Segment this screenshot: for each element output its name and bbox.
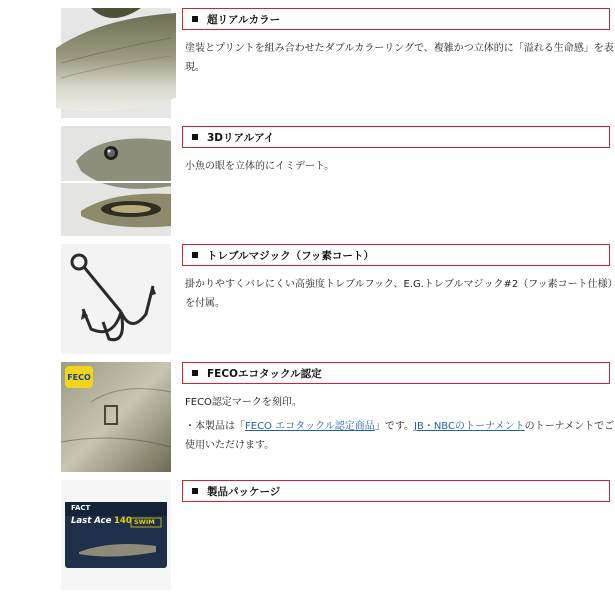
description-text: 塗装とプリントを組み合わせたダブルカラーリングで、複雑かつ立体的に「溢れる生命感」を表現。 [185, 43, 614, 73]
real-color-lure-image [61, 8, 171, 118]
package-product-name: Last Ace [71, 516, 112, 526]
section-title: トレブルマジック（フッ素コート） [207, 250, 374, 262]
section-description [185, 157, 615, 176]
jb-nbc-tournament-link[interactable]: JB・NBCのトーナメント [414, 421, 525, 432]
bullet-square-icon [192, 488, 198, 494]
svg-text:FECO: FECO [67, 373, 91, 382]
section-description [185, 393, 615, 455]
3d-eye-lure-image [61, 126, 171, 236]
section-title: 製品パッケージ [207, 486, 281, 498]
bullet-square-icon [192, 370, 198, 376]
section-heading [182, 362, 610, 384]
feco-mark-image [61, 362, 171, 472]
package-type: SWIM [134, 518, 155, 526]
section-title: 3Dリアルアイ [207, 132, 275, 144]
section-heading [182, 126, 610, 148]
bullet-square-icon [192, 16, 198, 22]
treble-hook-image [61, 244, 171, 354]
feature-section-treble-magic [61, 244, 613, 354]
note-mid: 」です。 [374, 421, 415, 432]
description-text: FECO認定マークを刻印。 [185, 397, 302, 408]
section-title: FECOエコタックル認定 [207, 368, 322, 380]
bullet-square-icon [192, 134, 198, 140]
section-title: 超リアルカラー [207, 14, 281, 26]
section-heading [182, 244, 610, 266]
note-suffix: のトーナメントでご使用いただけます。 [185, 421, 615, 451]
section-description [185, 275, 615, 313]
feature-section-feco [61, 362, 615, 472]
bullet-square-icon [192, 252, 198, 258]
feco-certified-link[interactable]: FECO エコタックル認定商品 [245, 421, 375, 432]
description-text: 小魚の眼を立体的にイミデート。 [185, 161, 335, 172]
feature-section-3d-eye [61, 126, 561, 236]
section-heading [182, 8, 610, 30]
package-size: 140 [114, 516, 132, 526]
section-description [185, 39, 615, 77]
section-heading [182, 480, 610, 502]
note-prefix: ・本製品は「 [185, 421, 245, 432]
feature-section-package [61, 480, 561, 590]
package-brand: FACT [71, 504, 91, 512]
description-text: 掛かりやすくバレにくい高強度トレブルフック、E.G.トレブルマジック#2（フッ素コート仕様）を付属。 [185, 279, 613, 309]
package-image [61, 480, 171, 590]
feco-note [185, 417, 615, 455]
feature-section-real-color [61, 8, 614, 118]
